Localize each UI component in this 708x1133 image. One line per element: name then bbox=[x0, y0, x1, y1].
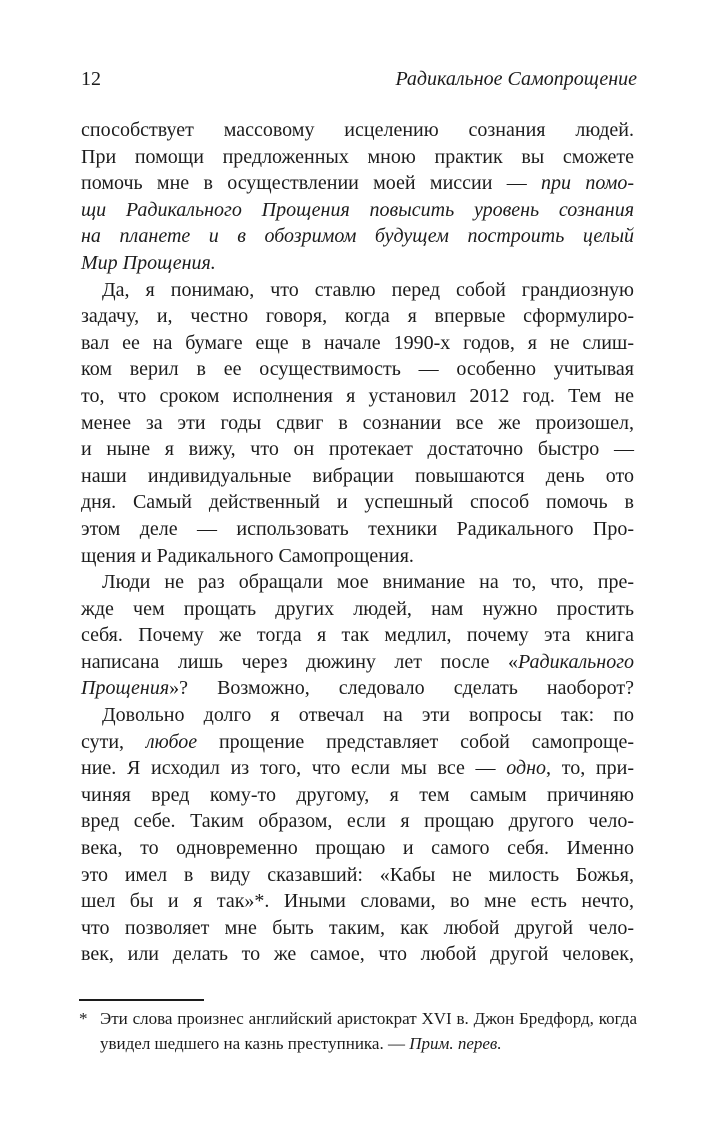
running-title: Радикальное Самопрощение bbox=[395, 68, 637, 90]
text-segment: Люди не раз обращали мое внимание на то, что, пре- bbox=[102, 571, 634, 594]
text-segment: то, что сроком исполнения я установил 2012 год. Тем не bbox=[81, 384, 634, 407]
text-segment: что позволяет мне быть таким, как любой другой чело- bbox=[81, 916, 634, 939]
text-line bbox=[81, 862, 634, 889]
text-line bbox=[81, 596, 634, 623]
text-line bbox=[81, 888, 634, 915]
text-segment: вред себе. Таким образом, если я прощаю другого чело- bbox=[81, 810, 634, 833]
text-segment: на планете и в обозримом будущем построить целый bbox=[81, 225, 634, 248]
footnote-marker: * bbox=[79, 1009, 88, 1028]
text-segment: написана лишь через дюжину лет после « bbox=[81, 650, 519, 673]
text-line bbox=[81, 569, 634, 596]
text-segment: вал ее на бумаге еще в начале 1990-х годов, я не слиш- bbox=[81, 331, 634, 354]
text-line bbox=[81, 117, 634, 144]
text-segment: , то, при- bbox=[546, 757, 634, 780]
text-line bbox=[100, 1006, 637, 1031]
text-line bbox=[81, 410, 634, 437]
text-segment: одно bbox=[506, 757, 547, 780]
text-line bbox=[81, 729, 634, 756]
paragraph bbox=[100, 1006, 637, 1056]
text-segment: наши индивидуальные вибрации повышаются день ото bbox=[81, 464, 634, 487]
text-line bbox=[81, 197, 634, 224]
paragraph bbox=[81, 117, 634, 277]
text-segment: Эти слова произнес английский аристократ XVI в. Джон Бредфорд, когда bbox=[100, 1009, 637, 1028]
text-line bbox=[81, 489, 634, 516]
footnote bbox=[79, 1006, 637, 1056]
text-segment: любое bbox=[145, 730, 198, 753]
text-segment: задачу, и, честно говоря, когда я впервые сформулиро- bbox=[81, 305, 634, 328]
text-segment: »? Возможно, следовало сделать наоборот? bbox=[169, 677, 634, 700]
footnote-text bbox=[100, 1006, 637, 1056]
text-line bbox=[81, 702, 634, 729]
text-line bbox=[81, 782, 634, 809]
text-segment: этом деле — использовать техники Радикального Про- bbox=[81, 517, 634, 540]
text-segment: Мир Прощения. bbox=[81, 251, 216, 274]
text-line bbox=[81, 649, 634, 676]
text-line bbox=[100, 1031, 637, 1056]
text-line bbox=[81, 330, 634, 357]
text-segment: Прощения bbox=[81, 677, 170, 700]
text-line bbox=[81, 356, 634, 383]
text-segment: века, то одновременно прощаю и самого себя. Именно bbox=[81, 837, 634, 860]
text-segment: Радикального bbox=[518, 650, 634, 673]
text-segment: Прим. перев. bbox=[409, 1034, 502, 1053]
paragraph bbox=[81, 569, 634, 702]
text-segment: менее за эти годы сдвиг в сознании все же произошел, bbox=[81, 411, 634, 434]
text-line bbox=[81, 516, 634, 543]
text-segment: помочь мне в осуществлении моей миссии — bbox=[81, 172, 542, 195]
text-segment: ние. Я исходил из того, что если мы все — bbox=[81, 757, 507, 780]
text-segment: Да, я понимаю, что ставлю перед собой грандиозную bbox=[102, 278, 634, 301]
text-segment: это имел в виду сказавший: «Кабы не милость Божья, bbox=[81, 863, 634, 886]
text-segment: дня. Самый действенный и успешный способ помочь в bbox=[81, 491, 634, 514]
text-line bbox=[81, 170, 634, 197]
text-line bbox=[81, 941, 634, 968]
paragraph bbox=[81, 277, 634, 570]
text-segment: ком верил в ее осуществимость — особенно учитывая bbox=[81, 358, 634, 381]
text-line bbox=[81, 915, 634, 942]
text-segment: чиняя вред кому-то другому, я тем самым причиняю bbox=[81, 783, 634, 806]
page-number: 12 bbox=[81, 68, 101, 90]
text-line bbox=[81, 383, 634, 410]
text-segment: век, или делать то же самое, что любой другой человек, bbox=[81, 943, 634, 966]
text-line bbox=[81, 144, 634, 171]
text-segment: при помо- bbox=[541, 172, 634, 195]
text-segment: жде чем прощать других людей, нам нужно простить bbox=[81, 597, 634, 620]
text-segment: щи Радикального Прощения повысить уровень сознания bbox=[81, 198, 634, 221]
text-line bbox=[81, 277, 634, 304]
text-segment: шел бы и я так»*. Иными словами, во мне есть нечто, bbox=[81, 890, 634, 913]
text-line bbox=[81, 543, 634, 570]
text-segment: сути, bbox=[81, 730, 146, 753]
text-line bbox=[81, 303, 634, 330]
text-segment: прощение представляет собой самопроще- bbox=[197, 730, 634, 753]
text-segment: способствует массовому исцелению сознания людей. bbox=[81, 119, 634, 141]
text-line bbox=[81, 675, 634, 702]
body-text bbox=[81, 117, 634, 968]
footnote-separator bbox=[79, 999, 204, 1001]
paragraph bbox=[81, 702, 634, 968]
page-header bbox=[81, 68, 637, 90]
text-segment: и ныне я вижу, что он протекает достаточно быстро — bbox=[81, 438, 634, 461]
text-line bbox=[81, 808, 634, 835]
text-line bbox=[81, 622, 634, 649]
text-line bbox=[81, 223, 634, 250]
text-segment: При помощи предложенных мною практик вы сможете bbox=[81, 145, 634, 168]
text-line bbox=[81, 835, 634, 862]
text-line bbox=[81, 755, 634, 782]
text-line bbox=[81, 250, 634, 277]
text-line bbox=[81, 463, 634, 490]
text-segment: щения и Радикального Самопрощения. bbox=[81, 544, 414, 567]
text-segment: себя. Почему же тогда я так медлил, почему эта книга bbox=[81, 624, 634, 647]
text-line bbox=[81, 436, 634, 463]
text-segment: Довольно долго я отвечал на эти вопросы так: по bbox=[102, 704, 634, 727]
text-segment: увидел шедшего на казнь преступника. — bbox=[100, 1034, 410, 1053]
